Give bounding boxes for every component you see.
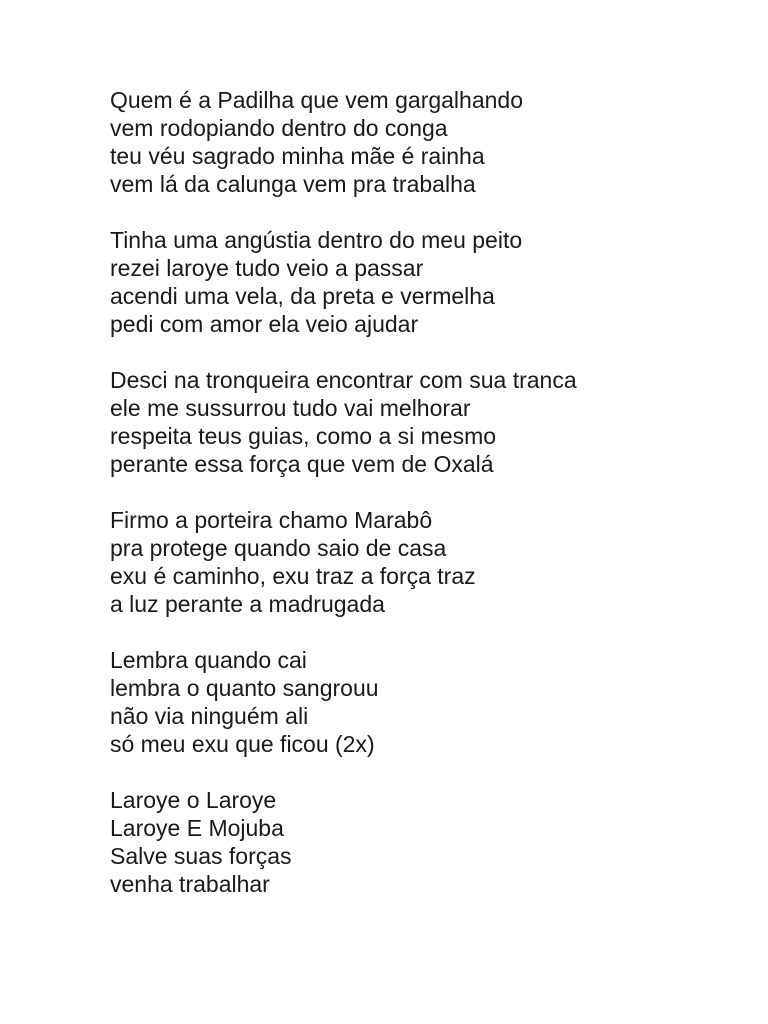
lyric-line: venha trabalhar (110, 871, 270, 897)
lyric-line: vem rodopiando dentro do conga (110, 115, 448, 141)
lyric-line: a luz perante a madrugada (110, 591, 385, 617)
lyric-line: Laroye E Mojuba (110, 815, 284, 841)
lyric-line: Firmo a porteira chamo Marabô (110, 507, 433, 533)
lyric-line: exu é caminho, exu traz a força traz (110, 563, 476, 589)
lyric-line: vem lá da calunga vem pra trabalha (110, 171, 476, 197)
stanza-6 (110, 786, 750, 898)
stanza-5 (110, 646, 750, 758)
lyric-line: Tinha uma angústia dentro do meu peito (110, 227, 523, 253)
stanza-1 (110, 86, 750, 198)
document-page (110, 86, 750, 898)
lyric-line: Lembra quando cai (110, 647, 307, 673)
lyric-line: pra protege quando saio de casa (110, 535, 447, 561)
lyric-line: teu véu sagrado minha mãe é rainha (110, 143, 485, 169)
stanza-2 (110, 226, 750, 338)
stanza-4 (110, 506, 750, 618)
lyric-line: Desci na tronqueira encontrar com sua tranca (110, 367, 577, 393)
lyric-line: não via ninguém ali (110, 703, 309, 729)
lyric-line: ele me sussurrou tudo vai melhorar (110, 395, 471, 421)
lyric-line: Quem é a Padilha que vem gargalhando (110, 87, 524, 113)
lyric-line: lembra o quanto sangrouu (110, 675, 379, 701)
lyric-line: Laroye o Laroye (110, 787, 277, 813)
lyric-line: acendi uma vela, da preta e vermelha (110, 283, 495, 309)
lyric-line: Salve suas forças (110, 843, 292, 869)
lyric-line: perante essa força que vem de Oxalá (110, 451, 494, 477)
lyric-line: rezei laroye tudo veio a passar (110, 255, 424, 281)
lyric-line: respeita teus guias, como a si mesmo (110, 423, 497, 449)
lyric-line: pedi com amor ela veio ajudar (110, 311, 419, 337)
lyric-line: só meu exu que ficou (2x) (110, 731, 375, 757)
stanza-3 (110, 366, 750, 478)
